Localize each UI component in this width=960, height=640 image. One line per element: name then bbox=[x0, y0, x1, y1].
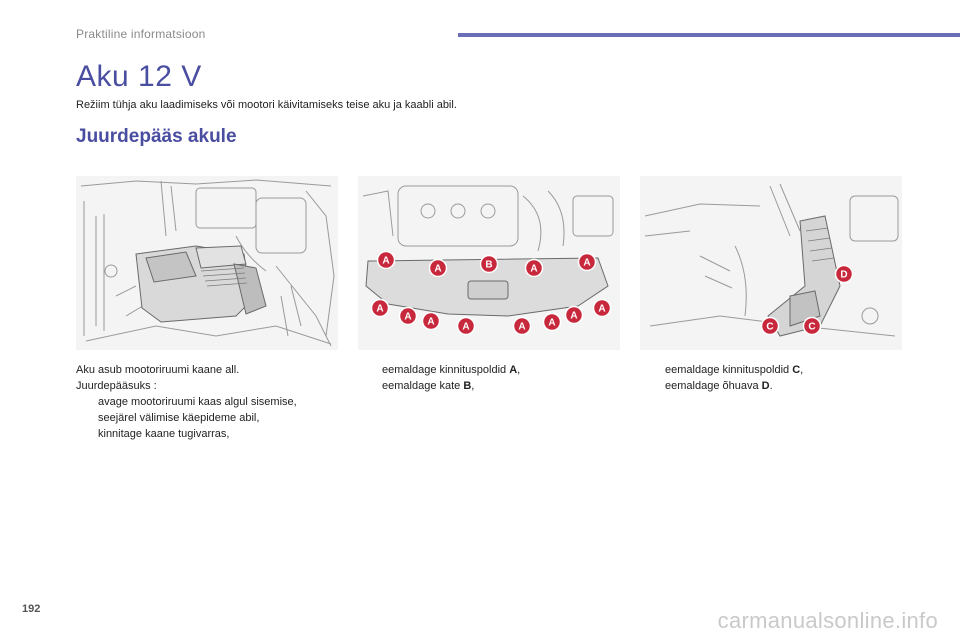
marker-label: A bbox=[518, 321, 526, 333]
marker-a bbox=[458, 318, 475, 335]
bullet-marker bbox=[643, 378, 665, 394]
top-rule bbox=[458, 33, 960, 37]
marker-label: A bbox=[583, 257, 591, 269]
instruction-remove-bolts-a bbox=[360, 362, 630, 378]
marker-c bbox=[804, 318, 821, 335]
bullet-text: eemaldage õhuava D. bbox=[665, 380, 773, 392]
marker-label: C bbox=[808, 321, 816, 333]
column-left-text bbox=[76, 362, 346, 442]
bullet-marker bbox=[643, 362, 665, 378]
marker-label: A bbox=[382, 255, 390, 267]
air-duct-drawing bbox=[640, 176, 902, 350]
bullet-marker bbox=[76, 394, 98, 426]
section-heading: Juurdepääs akule bbox=[76, 126, 237, 147]
marker-label: D bbox=[840, 269, 848, 281]
marker-a bbox=[372, 300, 389, 317]
bullet-text: eemaldage kinnituspoldid A, bbox=[382, 364, 521, 376]
illustration-air-duct bbox=[640, 176, 902, 350]
marker-a bbox=[430, 260, 447, 277]
column-middle-text bbox=[360, 362, 630, 394]
instruction-remove-duct-d bbox=[643, 378, 913, 394]
marker-a bbox=[544, 314, 561, 331]
bullet-text: eemaldage kate B, bbox=[382, 380, 475, 392]
marker-a bbox=[579, 254, 596, 271]
instruction-support-rod bbox=[76, 426, 346, 442]
bullet-text: avage mootoriruumi kaas algul sisemise, seejärel välimise käepideme abil, bbox=[98, 396, 297, 424]
marker-a bbox=[566, 307, 583, 324]
marker-c bbox=[762, 318, 779, 335]
marker-label: A bbox=[404, 311, 412, 323]
marker-label: A bbox=[570, 310, 578, 322]
marker-a bbox=[400, 308, 417, 325]
battery-location-line: Aku asub mootoriruumi kaane all. bbox=[76, 364, 240, 376]
marker-a bbox=[378, 252, 395, 269]
bullet-text: kinnitage kaane tugivarras, bbox=[98, 428, 230, 440]
marker-a bbox=[594, 300, 611, 317]
marker-a bbox=[526, 260, 543, 277]
bullet-text: eemaldage kinnituspoldid C, bbox=[665, 364, 804, 376]
marker-label: A bbox=[462, 321, 470, 333]
engine-cover-drawing bbox=[358, 176, 620, 350]
section-label: Praktiline informatsioon bbox=[76, 27, 206, 41]
instruction-remove-bolts-c bbox=[643, 362, 913, 378]
marker-label: A bbox=[530, 263, 538, 275]
watermark[interactable]: carmanualsonline.info bbox=[717, 608, 938, 633]
marker-label: A bbox=[434, 263, 442, 275]
bullet-marker bbox=[76, 426, 98, 442]
marker-label: A bbox=[427, 316, 435, 328]
instruction-remove-cover-b bbox=[360, 378, 630, 394]
bullet-marker bbox=[360, 362, 382, 378]
marker-label: A bbox=[376, 303, 384, 315]
illustration-battery-cover bbox=[76, 176, 338, 350]
page-subtitle: Režiim tühja aku laadimiseks või mootori käivitamiseks teise aku ja kaabli abil. bbox=[76, 99, 457, 111]
marker-label: A bbox=[598, 303, 606, 315]
access-intro-line: Juurdepääsuks : bbox=[76, 380, 157, 392]
battery-cover-drawing bbox=[76, 176, 338, 350]
page-title: Aku 12 V bbox=[76, 60, 202, 93]
marker-label: A bbox=[548, 317, 556, 329]
marker-a bbox=[514, 318, 531, 335]
illustration-engine-cover bbox=[358, 176, 620, 350]
marker-b bbox=[481, 256, 498, 273]
marker-label: B bbox=[485, 259, 493, 271]
marker-label: C bbox=[766, 321, 774, 333]
instruction-open-bonnet bbox=[76, 394, 346, 426]
page-number: 192 bbox=[22, 603, 41, 615]
marker-d bbox=[836, 266, 853, 283]
bullet-marker bbox=[360, 378, 382, 394]
marker-a bbox=[423, 313, 440, 330]
column-right-text bbox=[643, 362, 913, 394]
